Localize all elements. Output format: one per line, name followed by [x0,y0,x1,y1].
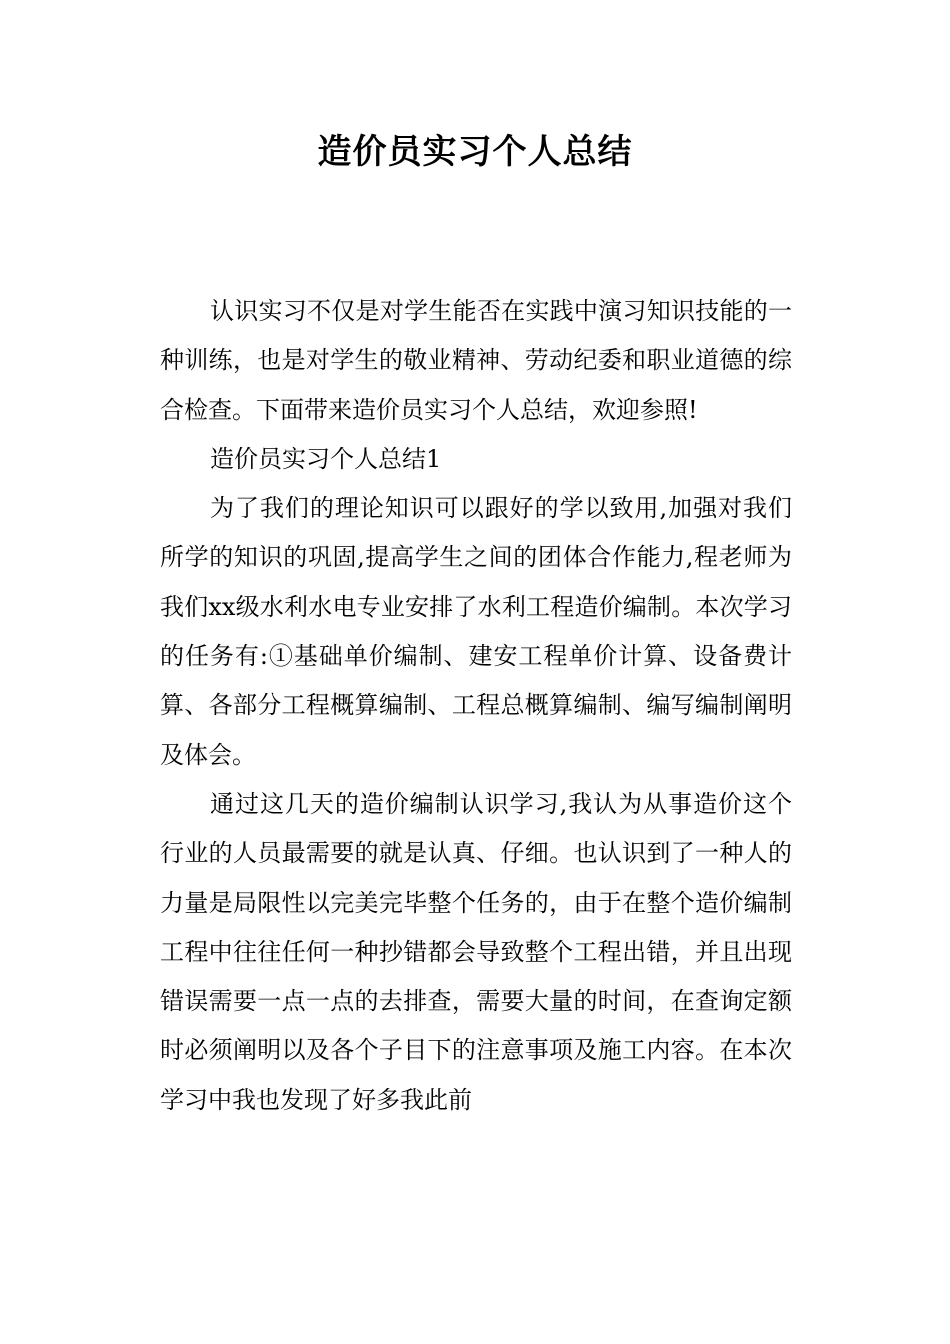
paragraph-task: 为了我们的理论知识可以跟好的学以致用,加强对我们所学的知识的巩固,提高学生之间的团体合作能力,程老师为我们xx级水利水电专业安排了水利工程造价编制。本次学习的任务有:①基础单价编制、建安工程单价计算、设备费计算、各部分工程概算编制、工程总概算编制、编写编制阐明及体会。 [160,494,792,769]
document-title: 造价员实习个人总结 [317,132,633,172]
section-heading: 造价员实习个人总结1 [210,444,442,473]
paragraph-reflection: 通过这几天的造价编制认识学习,我认为从事造价这个行业的人员最需要的就是认真、仔细。也认识到了一种人的力量是局限性以完美完毕整个任务的，由于在整个造价编制工程中往往任何一种抄错都会导致整个工程出错，并且出现错误需要一点一点的去排查，需要大量的时间，在查询定额时必须阐明以及各个子目下的注意事项及施工内容。在本次学习中我也发现了好多我此前 [160,789,792,1114]
document-body [160,287,792,1125]
paragraph-intro: 认识实习不仅是对学生能否在实践中演习知识技能的一种训练，也是对学生的敬业精神、劳动纪委和职业道德的综合检查。下面带来造价员实习个人总结，欢迎参照! [160,297,792,424]
